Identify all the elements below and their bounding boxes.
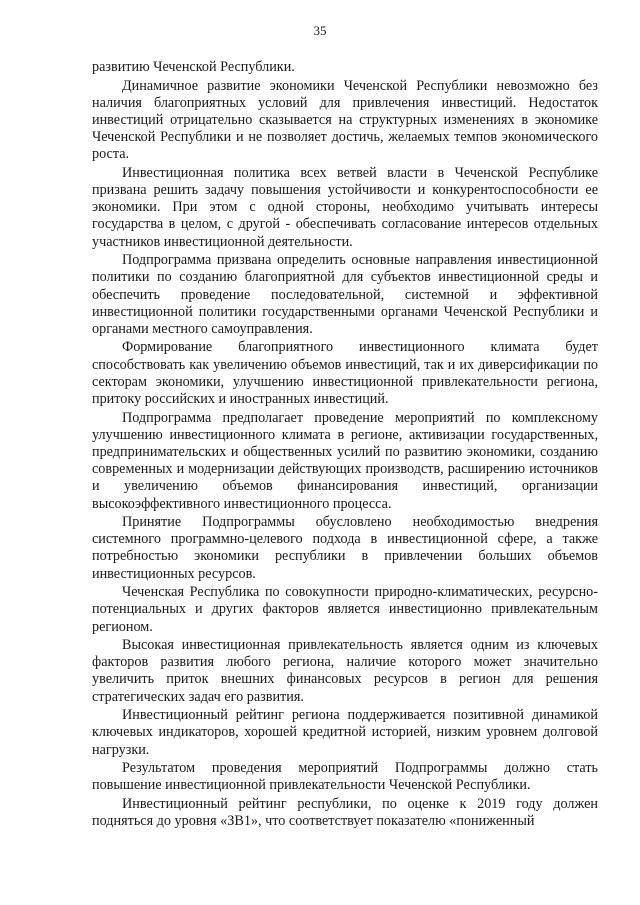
paragraph: Инвестиционная политика всех ветвей власти в Чеченской Республике призвана решить задачу повышения устойчивости и конкурентоспособности ее экономики. При этом с одной стороны, необходимо учитывать интересы государства в целом, с другой - обеспечивать согласование интересов отдельных участников инвестиционной деятельности. xyxy=(92,164,598,250)
document-body xyxy=(92,59,598,832)
paragraph: Инвестиционный рейтинг республики, по оценке к 2019 году должен подняться до уровня «ЗВ1», что соответствует показателю «пониженный xyxy=(92,795,598,829)
paragraph: Принятие Подпрограммы обусловлено необходимостью внедрения системного программно-целевого подхода в инвестиционной сфере, а также потребностью экономики республики в привлечении больших объемов инвестиционных ресурсов. xyxy=(92,514,598,582)
page-number: 35 xyxy=(313,23,327,38)
paragraph: Высокая инвестиционная привлекательность является одним из ключевых факторов развития любого региона, наличие которого может значительно увеличить приток внешних финансовых ресурсов в регион для решения стратегических задач его развития. xyxy=(92,637,598,705)
paragraph: Подпрограмма предполагает проведение мероприятий по комплексному улучшению инвестиционного климата в регионе, активизации государственных, предпринимательских и общественных усилий по развитию экономики, созданию современных и модернизации действующих производств, расширению источников и увеличению объемов финансирования инвестиций, организации высокоэффективного инвестиционного процесса. xyxy=(92,409,598,512)
paragraph: Чеченская Республика по совокупности природно-климатических, ресурсно-потенциальных и других факторов является инвестиционно привлекательным регионом. xyxy=(92,584,598,635)
paragraph: развитию Чеченской Республики. xyxy=(92,59,295,75)
paragraph: Формирование благоприятного инвестиционного климата будет способствовать как увеличению объемов инвестиций, так и их диверсификации по секторам экономики, улучшению инвестиционной привлекательности региона, притоку российских и иностранных инвестиций. xyxy=(92,339,598,408)
paragraph: Инвестиционный рейтинг региона поддерживается позитивной динамикой ключевых индикаторов, хорошей кредитной историей, низким уровнем долговой нагрузки. xyxy=(92,707,598,758)
paragraph: Результатом проведения мероприятий Подпрограммы должно стать повышение инвестиционной привлекательности Чеченской Республики. xyxy=(92,760,598,794)
paragraph: Подпрограмма призвана определить основные направления инвестиционной политики по созданию благоприятной для субъектов инвестиционной среды и обеспечить проведение последовательной, системной и эффективной инвестиционной политики государственными органами Чеченской Республики и органами местного самоуправления. xyxy=(92,252,598,337)
paragraph: Динамичное развитие экономики Чеченской Республики невозможно без наличия благоприятных условий для привлечения инвестиций. Недостаток инвестиций отрицательно сказывается на структурных изменениях в экономике Чеченской Республики и не позволяет достичь, желаемых темпов экономического роста. xyxy=(92,77,598,163)
